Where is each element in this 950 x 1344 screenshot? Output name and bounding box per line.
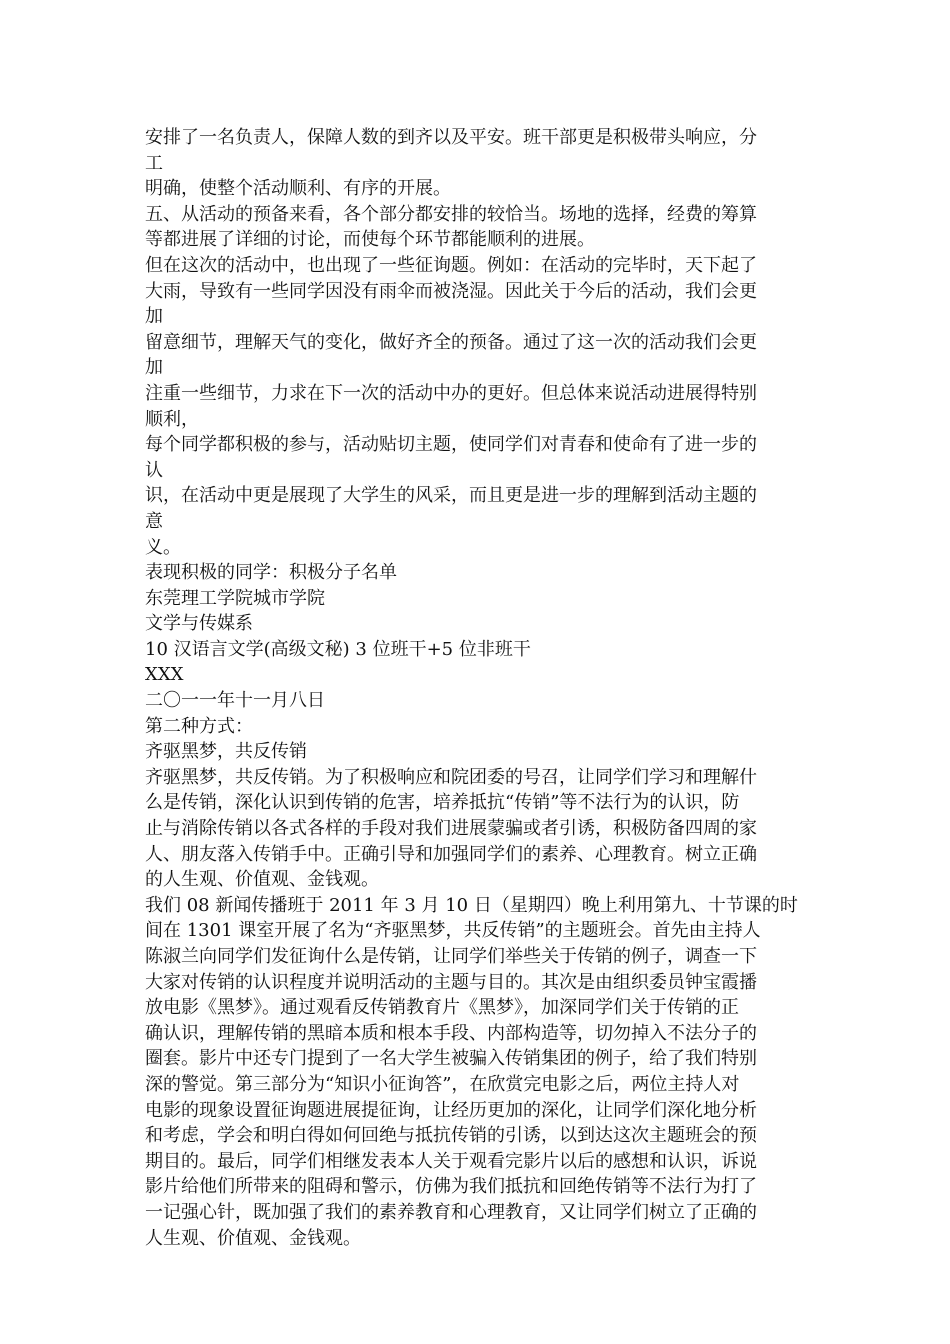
text-line: 每个同学都积极的参与，活动贴切主题，使同学们对青春和使命有了进一步的 — [145, 434, 757, 456]
text-line: 留意细节，理解天气的变化，做好齐全的预备。通过了这一次的活动我们会更 — [145, 331, 757, 353]
text-line: 加 — [145, 306, 163, 328]
text-line: XXX — [145, 664, 184, 686]
text-line: 一记强心针，既加强了我们的素养教育和心理教育，又让同学们树立了正确的 — [145, 1201, 757, 1223]
text-line: 加 — [145, 357, 163, 379]
text-line: 安排了一名负责人，保障人数的到齐以及平安。班干部更是积极带头响应，分 — [145, 127, 757, 148]
text-line: 10 汉语言文学(高级文秘) 3 位班干+5 位非班干 — [145, 638, 531, 660]
text-line: 意 — [145, 510, 163, 532]
text-line: 第二种方式： — [145, 715, 253, 737]
text-line: 东莞理工学院城市学院 — [145, 587, 325, 609]
text-line: 止与消除传销以各式各样的手段对我们进展蒙骗或者引诱，积极防备四周的家 — [145, 818, 757, 840]
text-line: 大雨，导致有一些同学因没有雨伞而被浇湿。因此关于今后的活动，我们会更 — [145, 280, 757, 302]
text-line: 期目的。最后，同学们相继发表本人关于观看完影片以后的感想和认识，诉说 — [145, 1150, 757, 1172]
text-line: 等都进展了详细的讨论，而使每个环节都能顺利的进展。 — [145, 229, 595, 251]
text-line: 人、朋友落入传销手中。正确引导和加强同学们的素养、心理教育。树立正确 — [145, 843, 757, 865]
text-line: 二〇一一年十一月八日 — [145, 690, 325, 712]
text-line: 影片给他们所带来的阻碍和警示，仿佛为我们抵抗和回绝传销等不法行为打了 — [145, 1176, 757, 1198]
text-line: 表现积极的同学：积极分子名单 — [145, 562, 397, 584]
text-line: 工 — [145, 152, 163, 174]
text-line: 人生观、价值观、金钱观。 — [145, 1227, 361, 1249]
text-line: 识，在活动中更是展现了大学生的风采，而且更是进一步的理解到活动主题的 — [145, 485, 757, 507]
text-line: 陈淑兰向同学们发征询什么是传销，让同学们举些关于传销的例子，调查一下 — [145, 946, 757, 967]
text-line: 的人生观、价值观、金钱观。 — [145, 869, 379, 891]
text-line: 齐驱黑梦，共反传销 — [145, 741, 307, 763]
text-line: 间在 1301 课室开展了名为“齐驱黑梦，共反传销”的主题班会。首先由主持人 — [145, 920, 761, 942]
text-line: 确认识，理解传销的黑暗本质和根本手段、内部构造等，切勿掉入不法分子的 — [145, 1022, 757, 1044]
text-line: 深的警觉。第三部分为“知识小征询答”，在欣赏完电影之后，两位主持人对 — [145, 1073, 740, 1095]
document-body — [145, 125, 807, 1251]
text-line: 明确，使整个活动顺利、有序的开展。 — [145, 178, 451, 200]
text-line: 但在这次的活动中，也出现了一些征询题。例如：在活动的完毕时，天下起了 — [145, 254, 757, 276]
text-line: 放电影《黑梦》。通过观看反传销教育片《黑梦》，加深同学们关于传销的正 — [145, 997, 739, 1019]
text-line: 文学与传媒系 — [145, 613, 253, 635]
text-line: 义。 — [145, 536, 181, 558]
text-line: 五、从活动的预备来看，各个部分都安排的较恰当。场地的选择，经费的筹算 — [145, 203, 757, 225]
text-line: 认 — [145, 459, 163, 481]
text-line: 顺利， — [145, 408, 199, 430]
text-line: 我们 08 新闻传播班于 2011 年 3 月 10 日（星期四）晚上利用第九、十节课的时 — [145, 894, 798, 916]
text-line: 齐驱黑梦，共反传销。为了积极响应和院团委的号召，让同学们学习和理解什 — [145, 766, 757, 788]
text-line: 么是传销，深化认识到传销的危害，培养抵抗“传销”等不法行为的认识，防 — [145, 792, 740, 814]
text-line: 大家对传销的认识程度并说明活动的主题与目的。其次是由组织委员钟宝霞播 — [145, 971, 757, 993]
text-line: 注重一些细节，力求在下一次的活动中办的更好。但总体来说活动进展得特别 — [145, 382, 757, 404]
text-line: 和考虑，学会和明白得如何回绝与抵抗传销的引诱，以到达这次主题班会的预 — [145, 1125, 757, 1147]
text-line: 圈套。影片中还专门提到了一名大学生被骗入传销集团的例子，给了我们特别 — [145, 1048, 757, 1070]
text-line: 电影的现象设置征询题进展提征询，让经历更加的深化，让同学们深化地分析 — [145, 1099, 757, 1121]
